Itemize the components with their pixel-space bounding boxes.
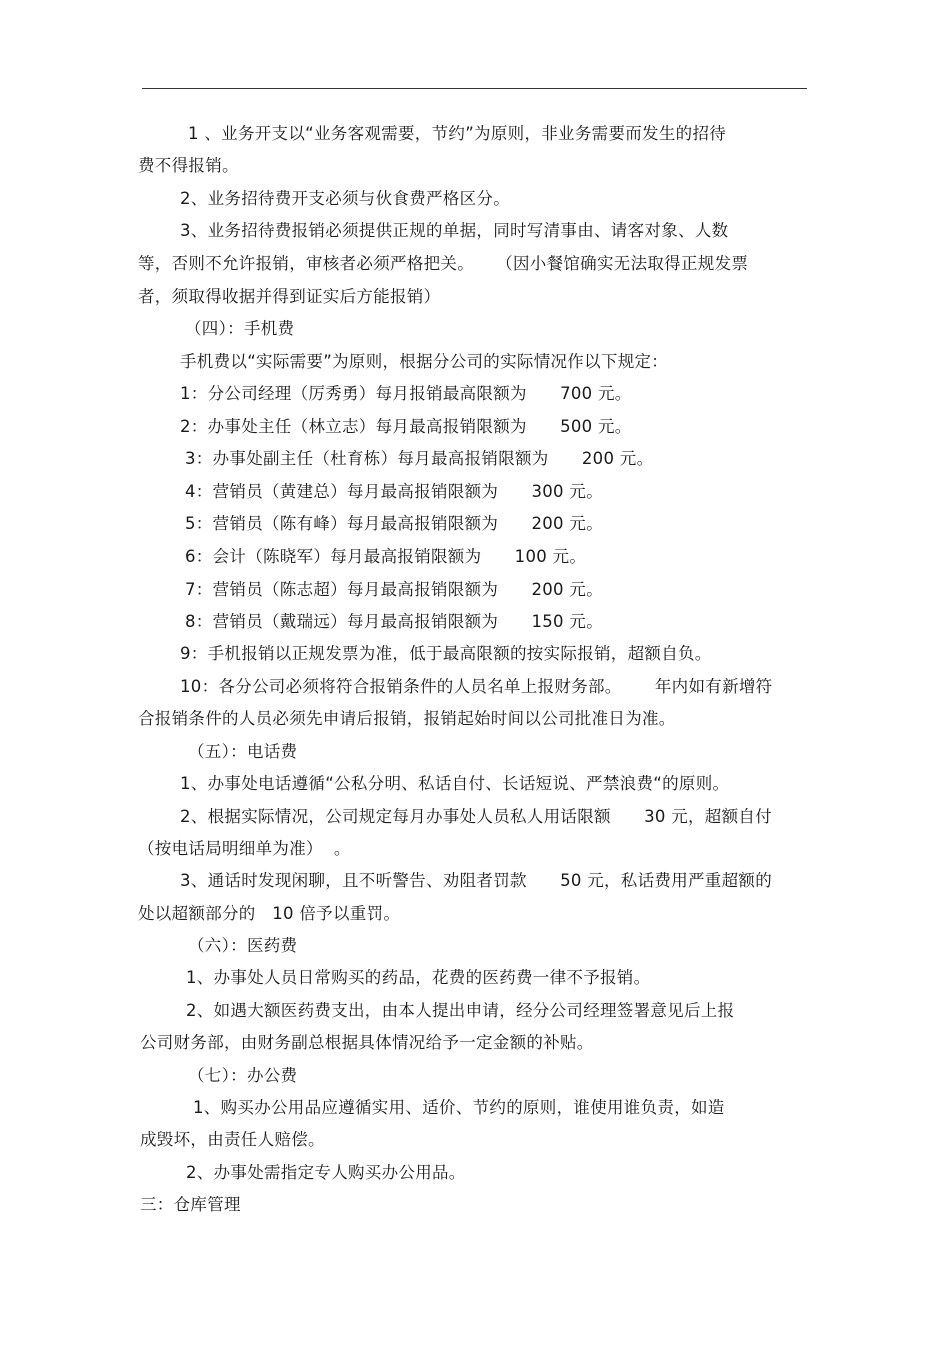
paragraph-line: （按电话局明细单为准） 。	[138, 839, 351, 858]
paragraph-line: 2、如遇大额医药费支出，由本人提出申请，经分公司经理签署意见后上报	[186, 1001, 735, 1020]
paragraph-line: 1、办事处电话遵循“公私分明、私话自付、长话短说、严禁浪费“的原则。	[180, 774, 730, 793]
list-item: 8：营销员（戴瑞远）每月最高报销限额为 150 元。	[185, 612, 604, 631]
list-item: 10：各分公司必须将符合报销条件的人员名单上报财务部。 年内如有新增符	[180, 677, 773, 696]
paragraph-line: 费不得报销。	[138, 156, 239, 175]
paragraph-line: 2、办事处需指定专人购买办公用品。	[186, 1163, 466, 1182]
paragraph-line: 合报销条件的人员必须先申请后报销，报销起始时间以公司批准日为准。	[138, 709, 676, 728]
paragraph-line: 3、通话时发现闲聊，且不听警告、劝阻者罚款 50 元，私话费用严重超额的	[180, 871, 773, 890]
list-item: 9：手机报销以正规发票为准，低于最高限额的按实际报销，超额自负。	[180, 644, 712, 663]
paragraph-line: 3、业务招待费报销必须提供正规的单据，同时写清事由、请客对象、人数	[180, 221, 729, 240]
paragraph-line: 等，否则不允许报销，审核者必须严格把关。 （因小餐馆确实无法取得正规发票	[138, 254, 749, 273]
list-item: 6：会计（陈晓军）每月最高报销限额为 100 元。	[185, 547, 587, 566]
list-item: 1：分公司经理（厉秀勇）每月报销最高限额为 700 元。	[180, 384, 632, 403]
list-item: 4：营销员（黄建总）每月最高报销限额为 300 元。	[185, 482, 604, 501]
list-item: 5：营销员（陈有峰）每月最高报销限额为 200 元。	[185, 514, 604, 533]
chapter-heading: 三：仓库管理	[140, 1195, 241, 1214]
list-item: 7：营销员（陈志超）每月最高报销限额为 200 元。	[185, 580, 604, 599]
list-item: 3：办事处副主任（杜育栋）每月最高报销限额为 200 元。	[185, 449, 654, 468]
section-heading: （六）：医药费	[188, 936, 298, 955]
paragraph-line: 1 、业务开支以“业务客观需要，节约”为原则，非业务需要而发生的招待	[188, 124, 727, 143]
paragraph-line: 2、业务招待费开支必须与伙食费严格区分。	[180, 189, 510, 208]
section-heading: （四）：手机费	[185, 319, 295, 338]
paragraph-line: 手机费以“实际需要”为原则，根据分公司的实际情况作以下规定：	[180, 352, 669, 371]
paragraph-line: 处以超额部分的 10 倍予以重罚。	[138, 904, 401, 923]
paragraph-line: 公司财务部，由财务副总根据具体情况给予一定金额的补贴。	[140, 1033, 594, 1052]
section-heading: （五）：电话费	[188, 742, 298, 761]
paragraph-line: 成毁坏，由责任人赔偿。	[140, 1130, 325, 1149]
paragraph-line: 者，须取得收据并得到证实后方能报销）	[138, 287, 441, 306]
section-heading: （七）：办公费	[188, 1066, 298, 1085]
paragraph-line: 1、购买办公用品应遵循实用、适价、节约的原则，谁使用谁负责，如造	[193, 1098, 725, 1117]
paragraph-line: 1、办事处人员日常购买的药品，花费的医药费一律不予报销。	[186, 968, 651, 987]
header-rule	[142, 88, 807, 89]
list-item: 2：办事处主任（林立志）每月最高报销限额为 500 元。	[180, 417, 632, 436]
paragraph-line: 2、根据实际情况，公司规定每月办事处人员私人用话限额 30 元，超额自付	[180, 807, 773, 826]
